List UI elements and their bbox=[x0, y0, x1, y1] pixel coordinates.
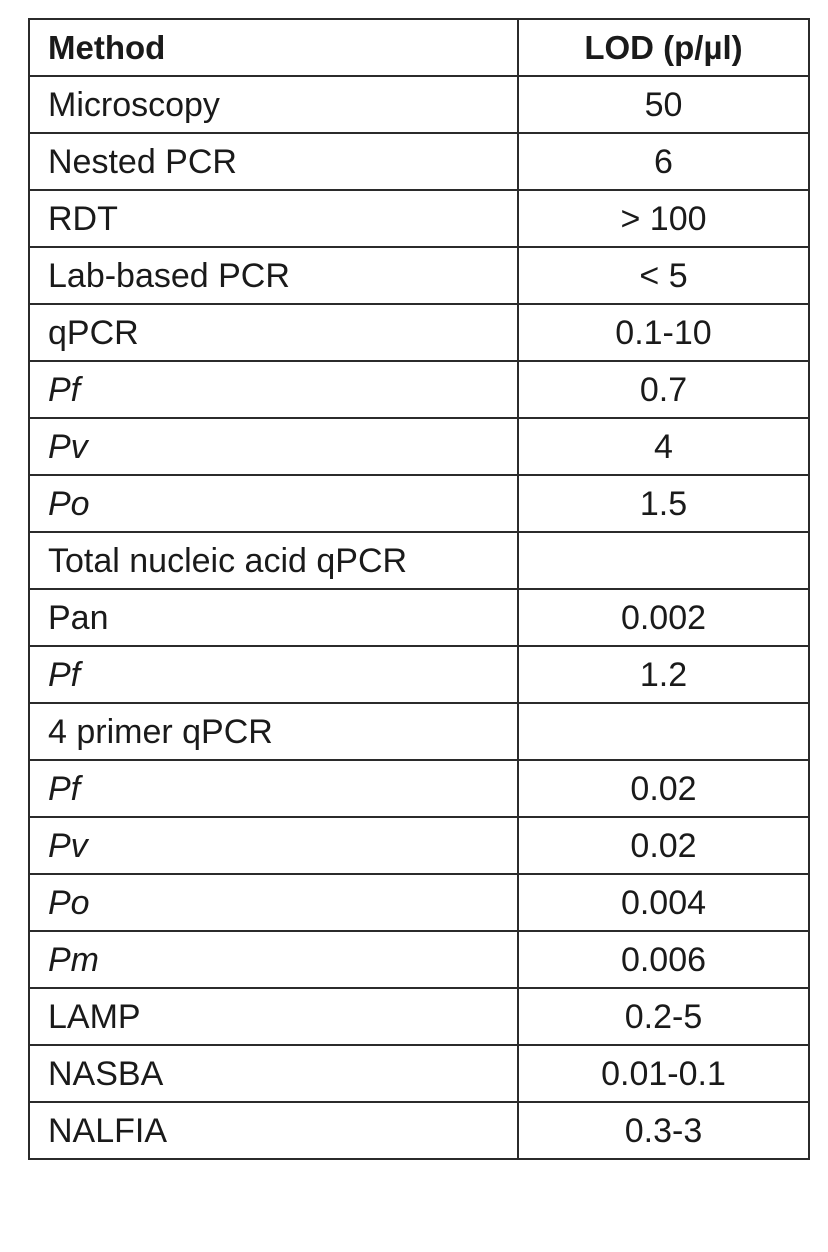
table-row bbox=[29, 874, 809, 931]
table-row bbox=[29, 1102, 809, 1159]
lod-cell: 0.01-0.1 bbox=[518, 1045, 809, 1102]
lod-cell: 0.006 bbox=[518, 931, 809, 988]
table-header bbox=[29, 19, 809, 76]
header-row bbox=[29, 19, 809, 76]
table-row bbox=[29, 589, 809, 646]
method-cell: Nested PCR bbox=[29, 133, 518, 190]
header-lod: LOD (p/µl) bbox=[518, 19, 809, 76]
method-cell: Pf bbox=[29, 760, 518, 817]
table-row bbox=[29, 190, 809, 247]
table-row bbox=[29, 133, 809, 190]
table-row bbox=[29, 817, 809, 874]
method-cell: Pan bbox=[29, 589, 518, 646]
method-cell: qPCR bbox=[29, 304, 518, 361]
lod-cell: < 5 bbox=[518, 247, 809, 304]
lod-cell: 1.5 bbox=[518, 475, 809, 532]
lod-cell: 0.002 bbox=[518, 589, 809, 646]
lod-cell: 0.02 bbox=[518, 760, 809, 817]
method-cell: Total nucleic acid qPCR bbox=[29, 532, 518, 589]
method-cell: Pv bbox=[29, 817, 518, 874]
method-cell: Pf bbox=[29, 646, 518, 703]
table-row bbox=[29, 988, 809, 1045]
method-cell: 4 primer qPCR bbox=[29, 703, 518, 760]
lod-cell: 0.004 bbox=[518, 874, 809, 931]
table-row bbox=[29, 760, 809, 817]
method-cell: Pm bbox=[29, 931, 518, 988]
table-row bbox=[29, 703, 809, 760]
table-row bbox=[29, 475, 809, 532]
lod-cell bbox=[518, 532, 809, 589]
lod-cell: 0.3-3 bbox=[518, 1102, 809, 1159]
method-cell: Pv bbox=[29, 418, 518, 475]
method-cell: RDT bbox=[29, 190, 518, 247]
lod-cell: 0.1-10 bbox=[518, 304, 809, 361]
table-row bbox=[29, 646, 809, 703]
table-row bbox=[29, 931, 809, 988]
lod-cell: 4 bbox=[518, 418, 809, 475]
lod-cell: 0.2-5 bbox=[518, 988, 809, 1045]
lod-comparison-table bbox=[28, 18, 810, 1160]
lod-cell bbox=[518, 703, 809, 760]
lod-cell: 1.2 bbox=[518, 646, 809, 703]
method-cell: Po bbox=[29, 475, 518, 532]
method-cell: Pf bbox=[29, 361, 518, 418]
table-row bbox=[29, 304, 809, 361]
lod-cell: 0.7 bbox=[518, 361, 809, 418]
method-cell: NALFIA bbox=[29, 1102, 518, 1159]
table-body bbox=[29, 76, 809, 1159]
header-method: Method bbox=[29, 19, 518, 76]
method-cell: Microscopy bbox=[29, 76, 518, 133]
method-cell: NASBA bbox=[29, 1045, 518, 1102]
table-row bbox=[29, 418, 809, 475]
lod-cell: 0.02 bbox=[518, 817, 809, 874]
lod-cell: 50 bbox=[518, 76, 809, 133]
method-cell: Po bbox=[29, 874, 518, 931]
lod-cell: > 100 bbox=[518, 190, 809, 247]
table-row bbox=[29, 247, 809, 304]
method-cell: LAMP bbox=[29, 988, 518, 1045]
table-row bbox=[29, 1045, 809, 1102]
table-row bbox=[29, 361, 809, 418]
table-row bbox=[29, 532, 809, 589]
table-row bbox=[29, 76, 809, 133]
lod-cell: 6 bbox=[518, 133, 809, 190]
method-cell: Lab-based PCR bbox=[29, 247, 518, 304]
